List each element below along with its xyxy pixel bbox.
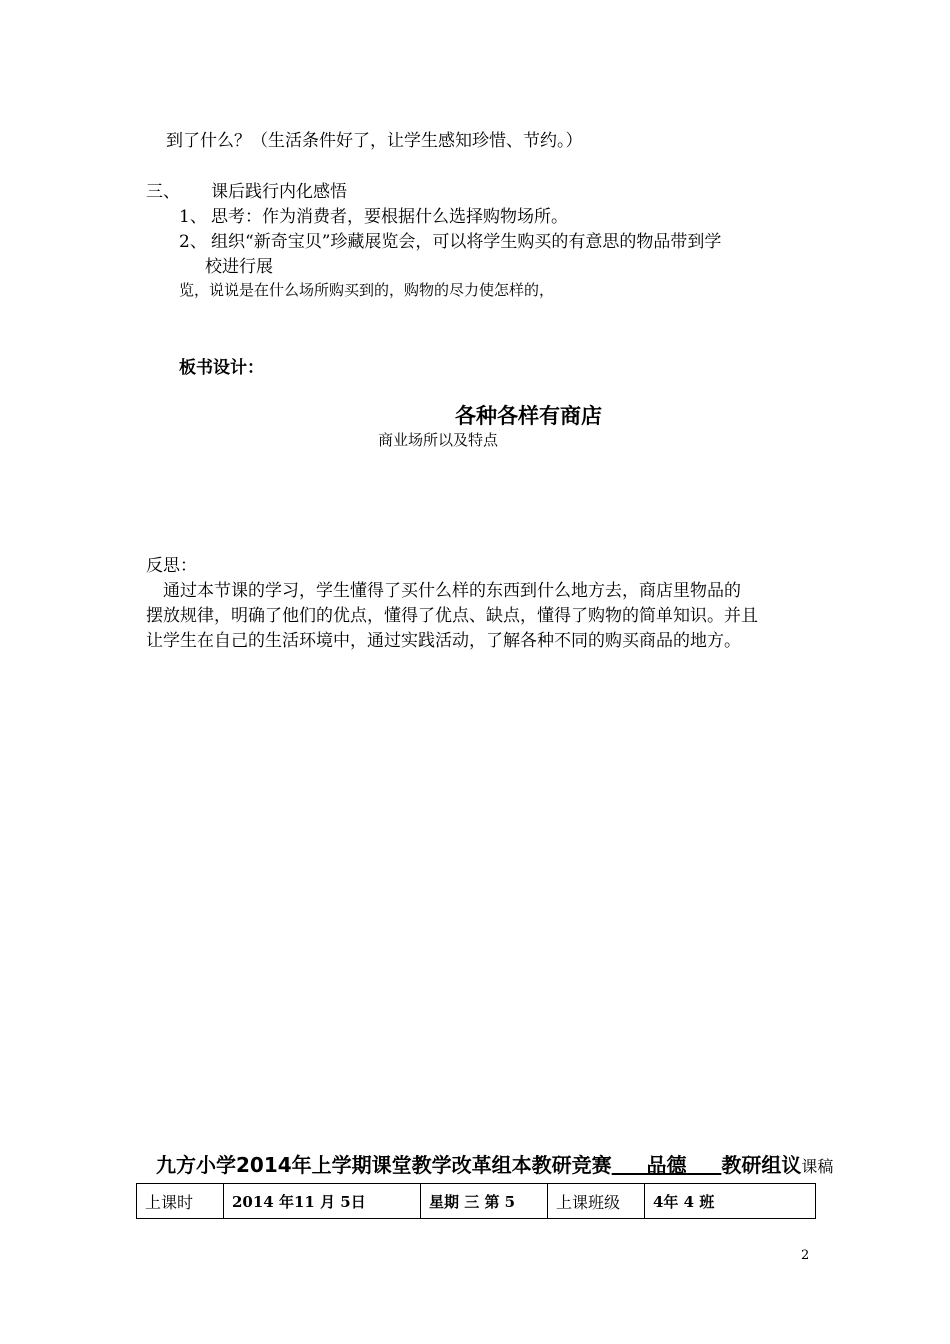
reflection-line-3: 让学生在自己的生活环境中，通过实践活动，了解各种不同的购买商品的地方。 <box>146 631 741 651</box>
footer-title-suffix: 课稿 <box>801 1157 834 1176</box>
reflection-line-2: 摆放规律，明确了他们的优点，懂得了优点、缺点，懂得了购物的简单知识。并且 <box>146 606 758 626</box>
page-number: 2 <box>801 1248 810 1263</box>
class-date: 2014 年11 月 5日 <box>224 1184 421 1219</box>
reflection-label: 反思： <box>146 556 197 576</box>
reflection-line-1: 通过本节课的学习，学生懂得了买什么样的东西到什么地方去，商店里物品的 <box>163 581 741 601</box>
section-3-title: 课后践行内化感悟 <box>211 182 347 202</box>
line-1: 到了什么？（生活条件好了，让学生感知珍惜、节约。） <box>166 131 583 151</box>
item-2-number: 2、 <box>179 232 207 252</box>
class-group-value: 4年 4 班 <box>645 1184 816 1219</box>
item-2-text: 组织“新奇宝贝”珍藏展览会，可以将学生购买的有意思的物品带到学 <box>211 232 722 252</box>
item-1-number: 1、 <box>179 207 207 227</box>
item-2-tail: 览，说说是在什么场所购买到的，购物的尽力使怎样的， <box>179 281 555 299</box>
class-info-table <box>136 1183 816 1219</box>
footer-title-subject: 品德 <box>646 1153 687 1177</box>
class-weekday: 星期 三 第 5 <box>421 1184 548 1219</box>
item-2-continuation: 校进行展 <box>205 257 273 277</box>
board-title: 各种各样有商店 <box>455 403 602 428</box>
class-group-label: 上课班级 <box>548 1184 645 1219</box>
table-row <box>137 1184 816 1219</box>
section-3-number: 三、 <box>146 182 180 202</box>
footer-title <box>156 1149 833 1178</box>
class-time-label: 上课时 <box>137 1184 224 1219</box>
footer-title-group: 教研组议 <box>721 1153 802 1177</box>
item-1-text: 思考：作为消费者，要根据什么选择购物场所。 <box>211 207 568 227</box>
board-design-label: 板书设计： <box>179 358 264 378</box>
footer-title-prefix: 九方小学2014年上学期课堂教学改革组本教研竞赛 <box>156 1153 612 1177</box>
board-subtitle: 商业场所以及特点 <box>378 431 499 449</box>
